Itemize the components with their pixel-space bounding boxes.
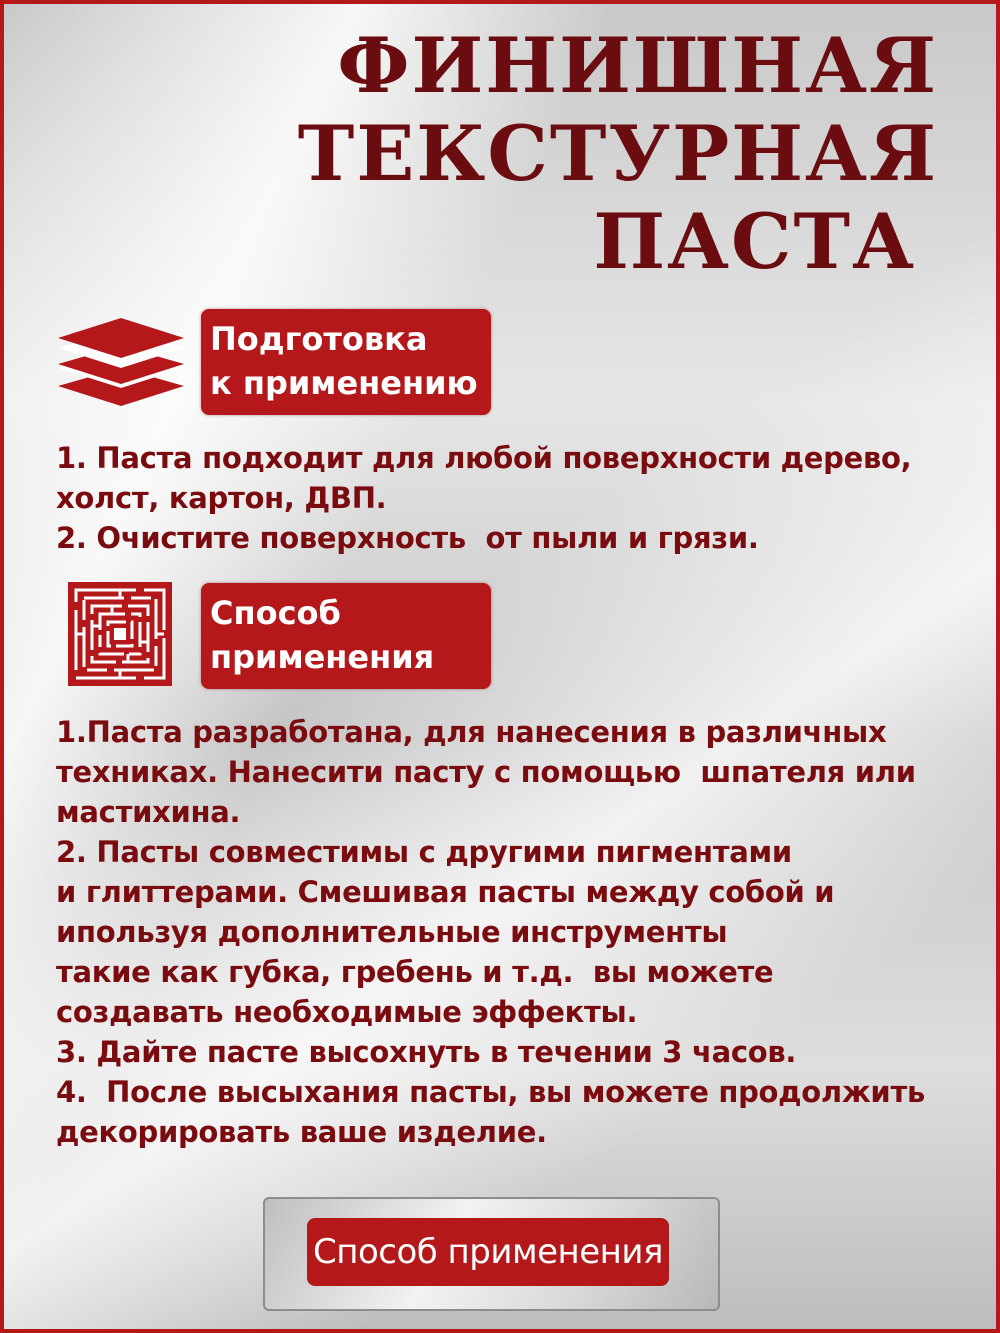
application-text-line: 3. Дайте пасте высохнуть в течении 3 часов.: [56, 1035, 797, 1069]
application-text-line: ипользуя дополнительные инструменты: [56, 915, 728, 949]
application-text-line: такие как губка, гребень и т.д. вы можете: [56, 955, 774, 989]
maze-icon: [68, 582, 172, 686]
layers-icon: [56, 316, 186, 408]
application-text: [56, 712, 976, 1152]
title-line-3: ПАСТА: [593, 197, 916, 286]
application-text-line: 2. Пасты совместимы с другими пигментами: [56, 835, 792, 869]
application-text-line: 1.Паста разработана, для нанесения в различных: [56, 715, 887, 749]
application-text-line: создавать необходимые эффекты.: [56, 995, 638, 1029]
page-title: [238, 22, 938, 286]
preparation-heading-badge: [201, 309, 491, 415]
preparation-text-line: 1. Паста подходит для любой поверхности дерево,: [56, 441, 912, 475]
application-text-line: декорировать ваше изделие.: [56, 1115, 547, 1149]
application-method-button[interactable]: Способ применения: [307, 1218, 669, 1286]
preparation-heading-line-1: Подготовка: [210, 320, 428, 358]
preparation-heading-line-2: к применению: [210, 364, 478, 402]
preparation-text-line: холст, картон, ДВП.: [56, 481, 387, 515]
application-text-line: мастихина.: [56, 795, 241, 829]
preparation-text-line: 2. Очистите поверхность от пыли и грязи.: [56, 521, 759, 555]
application-heading-badge: [201, 583, 491, 689]
application-heading-line-2: применения: [210, 638, 435, 676]
application-text-line: 4. После высыхания пасты, вы можете продолжить: [56, 1075, 925, 1109]
preparation-text: [56, 438, 976, 558]
application-heading-line-1: Способ: [210, 594, 341, 632]
application-text-line: и глиттерами. Смешивая пасты между собой и: [56, 875, 835, 909]
application-text-line: техниках. Нанесити пасту с помощью шпателя или: [56, 755, 916, 789]
title-line-1: ФИНИШНАЯ: [337, 21, 938, 110]
title-line-2: ТЕКСТУРНАЯ: [297, 109, 938, 198]
